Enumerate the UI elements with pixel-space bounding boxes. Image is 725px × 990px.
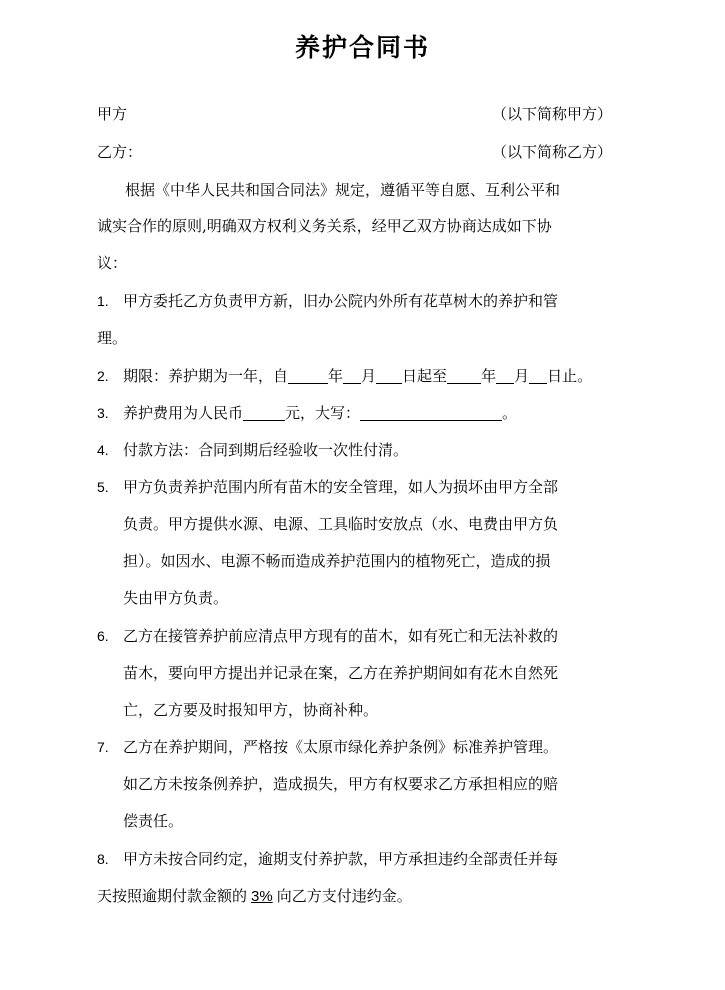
clause-5-line-4: 失由甲方负责。 bbox=[123, 589, 229, 607]
clause-number: 6. bbox=[97, 628, 109, 644]
clause-text: 元，大写： bbox=[285, 404, 361, 422]
clause-text: 天按照逾期付款金额的 bbox=[97, 887, 248, 905]
clause-6-line-3: 亡，乙方要及时报知甲方，协商补种。 bbox=[123, 701, 379, 719]
clause-text: 月 bbox=[361, 367, 377, 385]
blank-end-day[interactable] bbox=[529, 367, 547, 384]
clause-text: 甲方委托乙方负责甲方新，旧办公院内外所有花草树木的养护和管 bbox=[123, 292, 559, 310]
clause-text: 乙方在接管养护前应清点甲方现有的苗木，如有死亡和无法补救的 bbox=[123, 627, 559, 645]
clause-7-line-2: 如乙方未按条例养护，造成损失，甲方有权要求乙方承担相应的赔 bbox=[123, 775, 559, 793]
intro-line-1: 根据《中华人民共和国合同法》规定，遵循平等自愿、互利公平和 bbox=[125, 181, 561, 199]
clause-number: 5. bbox=[97, 479, 109, 495]
clause-4 bbox=[97, 440, 408, 460]
document-title: 养护合同书 bbox=[294, 33, 430, 62]
party-b-label: 乙方： bbox=[97, 143, 143, 161]
clause-6-line-2: 苗木，要向甲方提出并记录在案，乙方在养护期间如有花木自然死 bbox=[123, 664, 559, 682]
clause-text: 乙方在养护期间，严格按《太原市绿化养护条例》标准养护管理。 bbox=[123, 738, 559, 756]
clause-6 bbox=[97, 626, 558, 646]
clause-number: 4. bbox=[97, 442, 109, 458]
blank-end-year[interactable] bbox=[447, 367, 481, 384]
clause-text: 甲方未按合同约定，逾期支付养护款，甲方承担违约全部责任并每 bbox=[123, 850, 559, 868]
clause-1 bbox=[97, 291, 558, 311]
party-a-note: （以下简称甲方） bbox=[492, 105, 613, 123]
intro-line-3: 议： bbox=[97, 254, 128, 272]
clause-1-line-2: 理。 bbox=[97, 329, 128, 347]
party-a-label: 甲方 bbox=[97, 105, 128, 123]
clause-text: 月 bbox=[514, 367, 530, 385]
clause-number: 8. bbox=[97, 851, 109, 867]
clause-text: 养护费用为人民币 bbox=[123, 404, 244, 422]
clause-number: 1. bbox=[97, 293, 109, 309]
clause-5-line-2: 负责。甲方提供水源、电源、工具临时安放点（水、电费由甲方负 bbox=[123, 515, 559, 533]
clause-number: 7. bbox=[97, 739, 109, 755]
clause-text: 年 bbox=[481, 367, 497, 385]
clause-8 bbox=[97, 849, 558, 869]
clause-text: 向乙方支付违约金。 bbox=[276, 887, 412, 905]
party-b-note: （以下简称乙方） bbox=[492, 143, 613, 161]
clause-7-line-3: 偿责任。 bbox=[123, 812, 184, 830]
clause-text: 付款方法：合同到期后经验收一次性付清。 bbox=[123, 441, 409, 459]
clause-text: 。 bbox=[502, 404, 518, 422]
clause-number: 3. bbox=[97, 405, 109, 421]
clause-text: 期限：养护期为一年，自 bbox=[123, 367, 289, 385]
clause-number: 2. bbox=[97, 368, 109, 384]
clause-text: 日止。 bbox=[547, 367, 593, 385]
clause-8-line-2 bbox=[97, 886, 412, 907]
blank-start-day[interactable] bbox=[376, 367, 402, 384]
intro-line-2: 诚实合作的原则,明确双方权利义务关系，经甲乙双方协商达成如下协 bbox=[97, 217, 552, 235]
clause-text: 年 bbox=[328, 367, 344, 385]
blank-start-month[interactable] bbox=[343, 367, 361, 384]
clause-text: 日起至 bbox=[402, 367, 448, 385]
clause-7 bbox=[97, 737, 558, 757]
penalty-rate: 3% bbox=[251, 888, 273, 905]
clause-5 bbox=[97, 477, 558, 497]
clause-5-line-3: 担）。如因水、电源不畅而造成养护范围内的植物死亡，造成的损 bbox=[123, 552, 551, 570]
blank-end-month[interactable] bbox=[496, 367, 514, 384]
clause-text: 甲方负责养护范围内所有苗木的安全管理，如人为损坏由甲方全部 bbox=[123, 478, 559, 496]
blank-fee-capital[interactable] bbox=[360, 404, 502, 421]
blank-start-year[interactable] bbox=[288, 367, 328, 384]
blank-fee-amount[interactable] bbox=[243, 404, 285, 421]
clause-3 bbox=[97, 403, 517, 423]
clause-2 bbox=[97, 366, 592, 386]
